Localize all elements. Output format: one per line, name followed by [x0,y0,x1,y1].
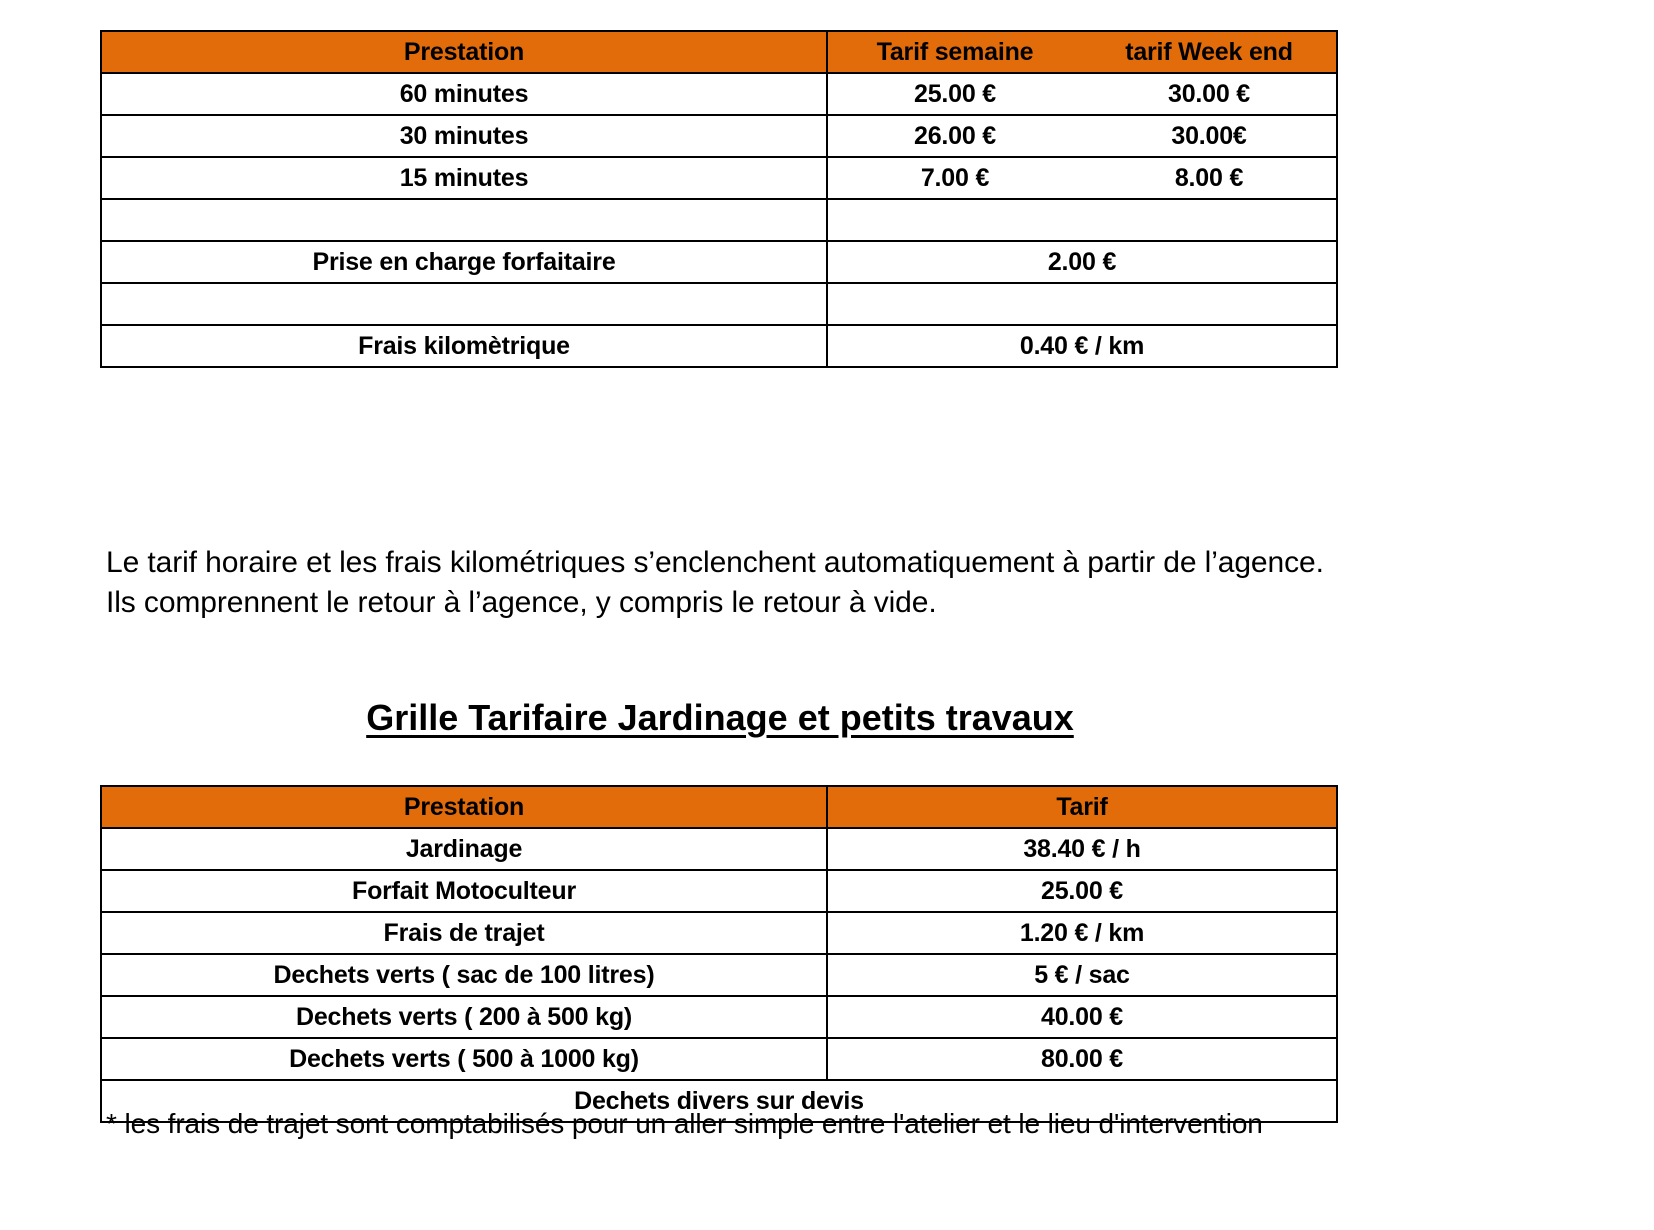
cell-tarif-weekend [1082,199,1337,241]
cell-prestation: Dechets verts ( 200 à 500 kg) [101,996,827,1038]
cell-prestation: Prise en charge forfaitaire [101,241,827,283]
table-row-empty [101,199,1337,241]
cell-tarif: 80.00 € [827,1038,1337,1080]
table-header-row [101,31,1337,73]
column-header-tarif-weekend: tarif Week end [1082,31,1337,73]
cell-tarif: 25.00 € [827,870,1337,912]
table-row [101,912,1337,954]
cell-tarif: 40.00 € [827,996,1337,1038]
cell-tarif-merged: 2.00 € [827,241,1337,283]
travel-fee-footnote: * les frais de trajet sont comptabilisés pour un aller simple entre l'atelier et le lieu d'intervention [106,1108,1263,1139]
cell-tarif-merged: 0.40 € / km [827,325,1337,367]
cell-prestation [101,199,827,241]
cell-prestation: 60 minutes [101,73,827,115]
cell-tarif-semaine: 7.00 € [827,157,1082,199]
cell-prestation: 30 minutes [101,115,827,157]
cell-tarif: 5 € / sac [827,954,1337,996]
table-row [101,954,1337,996]
cell-tarif-weekend: 30.00 € [1082,73,1337,115]
cell-tarif-weekend: 8.00 € [1082,157,1337,199]
cell-tarif-semaine: 25.00 € [827,73,1082,115]
section-heading-jardinage [0,697,1440,739]
cell-tarif: 38.40 € / h [827,828,1337,870]
gardening-rate-table [100,785,1338,1123]
column-header-tarif: Tarif [827,786,1337,828]
cell-tarif: 1.20 € / km [827,912,1337,954]
cell-tarif-weekend [1082,283,1337,325]
table-row [101,325,1337,367]
cell-prestation: Dechets verts ( 500 à 1000 kg) [101,1038,827,1080]
cell-tarif-weekend: 30.00€ [1082,115,1337,157]
table-header-row [101,786,1337,828]
column-header-tarif-semaine: Tarif semaine [827,31,1082,73]
table-row [101,870,1337,912]
table-row-empty [101,283,1337,325]
table-row [101,115,1337,157]
pricing-explanation-note [106,543,1406,623]
cell-prestation: Forfait Motoculteur [101,870,827,912]
table-row [101,1038,1337,1080]
column-header-prestation: Prestation [101,31,827,73]
hourly-rate-table [100,30,1338,368]
cell-tarif-semaine [827,283,1082,325]
table-row [101,828,1337,870]
section-heading-text: Grille Tarifaire Jardinage et petits travaux [366,697,1074,738]
cell-prestation: 15 minutes [101,157,827,199]
table-row [101,241,1337,283]
note-line-2: Ils comprennent le retour à l’agence, y compris le retour à vide. [106,586,937,619]
cell-prestation-full: Dechets divers sur devis [101,1080,1337,1122]
cell-prestation [101,283,827,325]
table-row [101,157,1337,199]
note-line-1: Le tarif horaire et les frais kilométriques s’enclenchent automatiquement à partir de l’agence. [106,546,1324,579]
cell-prestation: Frais kilomètrique [101,325,827,367]
cell-tarif-semaine: 26.00 € [827,115,1082,157]
table-row [101,73,1337,115]
cell-prestation: Dechets verts ( sac de 100 litres) [101,954,827,996]
table-row [101,996,1337,1038]
cell-tarif-semaine [827,199,1082,241]
cell-prestation: Jardinage [101,828,827,870]
column-header-prestation: Prestation [101,786,827,828]
cell-prestation: Frais de trajet [101,912,827,954]
